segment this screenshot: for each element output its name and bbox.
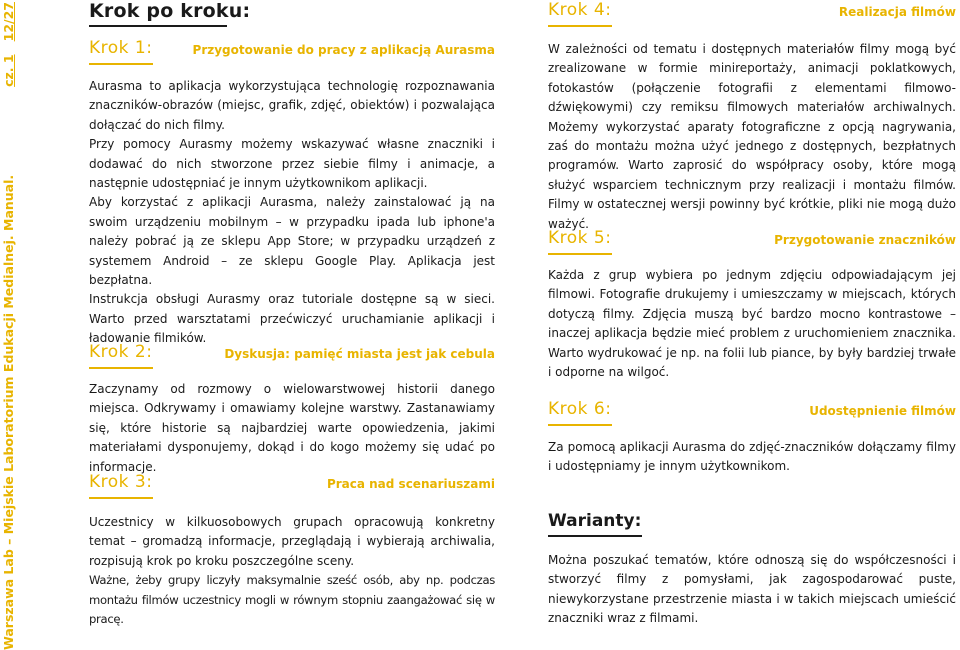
step-4-body [548,40,956,234]
step-2-paragraph: Zaczynamy od rozmowy o wielowarstwowej historii danego miejsca. Odkrywamy i omawiamy kolejne warstwy. Zastanawiamy się, które historie są najbardziej warte opowiedzenia, jakimi materiałami dysponujemy, dokąd i do kogo możemy się udać po informacje. [89,382,495,474]
variants-body [548,551,956,629]
step-2-label: Krok 2: [89,342,153,362]
step-3-note: Ważne, żeby grupy liczyły maksymalnie sześć osób, aby np. podczas montażu filmów uczestnicy mogli w równym stopniu zaangażować się w pracę. [89,573,495,627]
step-5-body [548,266,956,382]
page-indicator [1,2,16,87]
variants-underline [548,535,642,537]
step-2-underline [89,367,153,369]
step-2-body [89,380,495,477]
step-3-body [89,513,495,629]
step-3-paragraph: Uczestnicy w kilkuosobowych grupach opracowują konkretny temat – gromadzą informacje, przeglądają i wybierają archiwalia, rozpisują krok po kroku poszczególne sceny. [89,515,495,568]
step-4-label: Krok 4: [548,0,612,20]
step-1-label: Krok 1: [89,38,153,58]
step-6-body [548,438,956,477]
step-1-paragraph: Przy pomocy Aurasmy możemy wskazywać własne znaczniki i dodawać do nich stworzone przez siebie filmy i animacje, a następnie udostępniać je innym użytkownikom aplikacji. [89,137,495,191]
sidebar [0,0,22,650]
step-5-label: Krok 5: [548,228,612,248]
step-3-subtitle: Praca nad scenariuszami [326,477,495,491]
step-3-underline [89,497,153,499]
step-1-underline [89,63,153,65]
step-5-subtitle: Przygotowanie znaczników [774,233,956,247]
step-4-underline [548,25,612,27]
manual-title: Warszawa Lab – Miejskie Laboratorium Edukacji Medialnej. Manual. [1,174,16,650]
step-1-body [89,77,495,349]
step-2-subtitle: Dyskusja: pamięć miasta jest jak cebula [224,347,495,361]
step-6-underline [548,424,612,426]
step-4-paragraph: W zależności od tematu i dostępnych materiałów filmy mogą być zrealizowane w formie minireportaży, animacji poklatkowych, fotokastów (połączenie fotografii z elementami filmowo-dźwiękowymi) czy remiksu filmowych materiałów archiwalnych. Możemy wykorzystać aparaty fotograficzne z opcją nagrywania, zaś do montażu można użyć jednego z dostępnych, bezpłatnych programów. Warto zaprosić do współpracy osoby, które mogą służyć wsparciem technicznym przy realizacji i montażu filmów. Filmy w ostatecznej wersji powinny być krótkie, pliki nie mogą dużo ważyć. [548,42,956,231]
step-1-paragraph: Aurasma to aplikacja wykorzystująca technologię rozpoznawania znaczników-obrazów (miejsc, grafik, zdjęć, obiektów) i pozwalająca dołączać do nich filmy. [89,79,495,132]
step-1-paragraph: Aby korzystać z aplikacji Aurasma, należy zainstalować ją na swoim urządzeniu mobilnym – w przypadku ipada lub iphone'a należy pobrać ją ze sklepu App Store; w przypadku urządzeń z systemem Android – ze sklepu Google Play. Aplikacja jest bezpłatna. [89,195,495,288]
title-underline [89,25,227,27]
page-title: Krok po kroku: [89,0,251,22]
step-5-underline [548,253,612,255]
step-5-paragraph: Każda z grup wybiera po jednym zdjęciu odpowiadającym jej filmowi. Fotografie drukujemy i umieszczamy w miejscach, których dotyczą filmy. Zdjęcia muszą być bardzo mocno kontrastowe – inaczej aplikacja będzie mieć problem z uruchomieniem znacznika. Warto wydrukować je np. na folii lub piance, by były bardziej trwałe i odporne na wilgoć. [548,268,956,380]
step-1-paragraph: Instrukcja obsługi Aurasmy oraz tutoriale dostępne są w sieci. Warto przed warsztatami przećwiczyć uruchamianie aplikacji i ładowanie filmików. [89,292,495,346]
step-6-paragraph: Za pomocą aplikacji Aurasma do zdjęć-znaczników dołączamy filmy i udostępniamy je innym użytkownikom. [548,440,956,474]
page-number: 12/27 [1,2,16,42]
step-6-label: Krok 6: [548,399,612,419]
step-3-label: Krok 3: [89,472,153,492]
variants-title: Warianty: [548,511,642,531]
step-1-subtitle: Przygotowanie do pracy z aplikacją Aurasma [192,43,495,57]
step-4-subtitle: Realizacja filmów [838,5,956,19]
part-label: cz. 1 [1,54,16,87]
variants-paragraph: Można poszukać tematów, które odnoszą się do współczesności i stworzyć filmy z pomysłami, jak zagospodarować puste, niewykorzystane przestrzenie miasta i w takich miejscach umieścić znaczniki wraz z filmami. [548,553,956,626]
step-6-subtitle: Udostępnienie filmów [809,404,956,418]
